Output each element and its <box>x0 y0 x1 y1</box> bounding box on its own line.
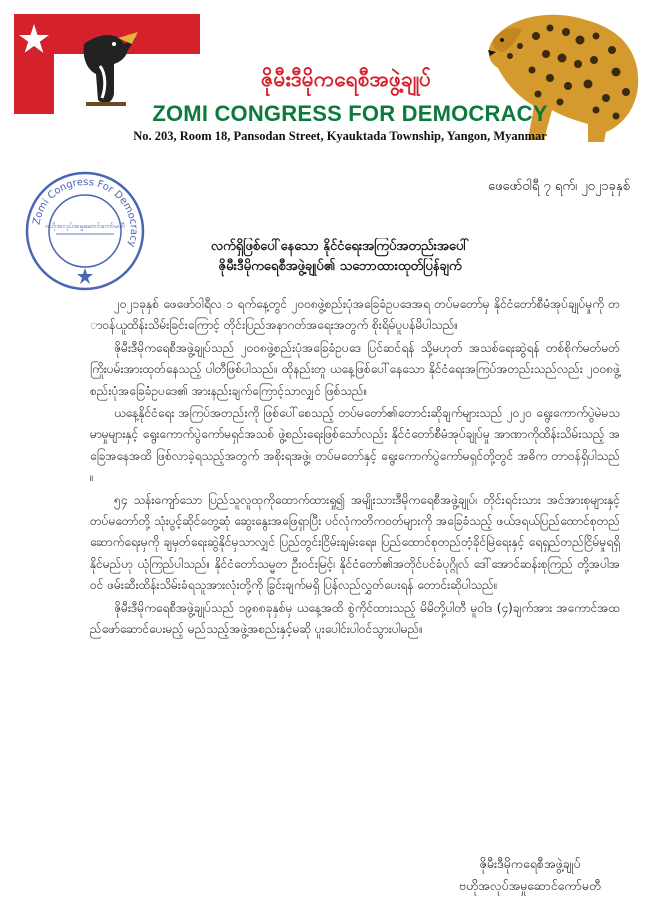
signature-org: ဇိုမီးဒီမိုကရေစီအဖွဲ့ချုပ် <box>479 856 581 871</box>
paragraph-1: ၂၀၂၁ခုနှစ် ဖေဖော်ဝါရီလ ၁ ရက်နေ့တွင် ၂၀၀၈ဖွဲ့စည်းပုံအခြေခံဥပဒေအရ တပ်မတော်မှ နိုင်ငံတော်စီမံအုပ်ချုပ်မှုကို တာဝန်ယူထိန်းသိမ်းခြင်းကြောင့် တိုင်းပြည်အနာဂတ်အရေးအတွက် စိုးရိမ်ပူပန်မိပါသည်။ <box>90 297 620 333</box>
seal-star-icon <box>77 268 93 284</box>
paragraph-2: ဇိုမီးဒီမိုကရေစီအဖွဲ့ချုပ်သည် ၂၀၀၈ဖွဲ့စည်းပုံအခြေခံဥပဒေ ပြင်ဆင်ရန် သို့မဟုတ် အသစ်ရေးဆွဲရန် တစ်စိုက်မတ်မတ် ကြိုးပမ်းအားထုတ်နေသည့် ပါတီဖြစ်ပါသည်။ ထိုနည်းတူ ယနေ့ဖြစ်ပေါ်နေသော နိုင်ငံရေးအကြပ်အတည်းသည်လည်း ၂၀၀၈ဖွဲ့စည်းပုံအခြေခံဥပဒေ၏ အားနည်းချက်ကြောင့်သာလျှင် ဖြစ်သည်။ <box>90 340 620 398</box>
seal-ring-text: Zomi Congress For Democracy <box>31 176 140 249</box>
statement-title-line2: ဇိုမီးဒီမိုကရေစီအဖွဲ့ချုပ်၏ သဘောထားထုတ်ပြန်ချက် <box>218 259 462 274</box>
statement-title-line1: လက်ရှိဖြစ်ပေါ်နေသော နိုင်ငံရေးအကြပ်အတည်းအပေါ် <box>210 239 470 254</box>
statement-body <box>90 294 620 642</box>
paragraph-3: ယနေ့နိုင်ငံရေး အကြပ်အတည်းကို ဖြစ်ပေါ်စေသည့် တပ်မတော်၏တောင်းဆိုချက်များသည် ၂၀၂၀ ရွေးကောက်ပွဲမဲမသမာမှုများနှင့် ရွေးကောက်ပွဲကော်မရှင်အသစ် ဖွဲ့စည်းရေးဖြစ်သော်လည်း နိုင်ငံတော်စီမံအုပ်ချုပ်မှု အာဏာကိုထိန်းသိမ်းသည့် အခြေအနေအထိ ဖြစ်လာခဲ့ရသည့်အတွက် အစိုးရအဖွဲ့၊ တပ်မတော်နှင့် ရွေးကောက်ပွဲကော်မရှင်တို့တွင် အဓိက တာဝန်ရှိပါသည်။ <box>90 406 620 485</box>
org-address: No. 203, Room 18, Pansodan Street, Kyauktada Township, Yangon, Myanmar <box>133 129 547 143</box>
paragraph-4: ၅၄ သန်းကျော်သော ပြည်သူလူထုကိုထောက်ထားရှု၍ အမျိုးသားဒီမိုကရေစီအဖွဲ့ချုပ်၊ တိုင်းရင်းသား အင်အားစုများနှင့် တပ်မတော်တို့ သုံးပွင့်ဆိုင်တွေ့ဆုံ ဆွေးနွေးအဖြေရှာပြီး ပင်လုံကတိကဝတ်များကို အခြေခံသည့် ဖယ်ဒရယ်ပြည်ထောင်စုတည်ဆောက်ရေးမှကို ချမှတ်ရေးဆွဲနိုင်မှသာလျှင် ပြည်တွင်းငြိမ်းချမ်းရေး၊ ပြည်ထောင်စုတည်တံ့ခိုင်မြဲရေးနှင့် ရေရှည်တည်ငြိမ်မှုရရှိနိုင်မည်ဟု ယုံကြည်ပါသည်။ နိုင်ငံတော်သမ္မတ ဦးဝင်းမြင့်၊ နိုင်ငံတော်၏အတိုင်ပင်ခံပုဂ္ဂိုလ် ဒေါ်အောင်ဆန်းစုကြည် တို့အပါအဝင် ဖမ်းဆီးထိန်းသိမ်းခံရသူအားလုံးတို့ကို ခြွင်းချက်မရှိ ပြန်လည်လွှတ်ပေးရန် တောင်းဆိုပါသည်။ <box>90 492 620 593</box>
org-name-english: ZOMI CONGRESS FOR DEMOCRACY <box>152 101 548 126</box>
paragraph-5: ဇိုမီးဒီမိုကရေစီအဖွဲ့ချုပ်သည် ၁၉၈၈ခုနှစ်မှ ယနေ့အထိ စွဲကိုင်ထားသည့် မိမိတို့ပါတီ မူဝါဒ (၄)ချက်အား အကောင်အထည်ဖော်ဆောင်ပေးမည့် မည်သည့်အဖွဲ့အစည်းနှင့်မဆို ပူးပေါင်းပါဝင်သွားပါမည်။ <box>90 600 620 637</box>
party-flag-logo <box>14 14 200 114</box>
org-name-burmese: ဇိုမီးဒီမိုကရေစီအဖွဲ့ချုပ် <box>261 67 431 91</box>
signature-committee: ဗဟိုအလုပ်အမှုဆောင်ကော်မတီ <box>458 878 602 893</box>
statement-date: ဖေဖော်ဝါရီ ၇ ရက်၊ ၂၀၂၁ခုနှစ် <box>487 179 630 194</box>
seal-center-text: ဗဟိုအလုပ်အမှုဆောင်ကော်မတီ <box>45 222 125 230</box>
